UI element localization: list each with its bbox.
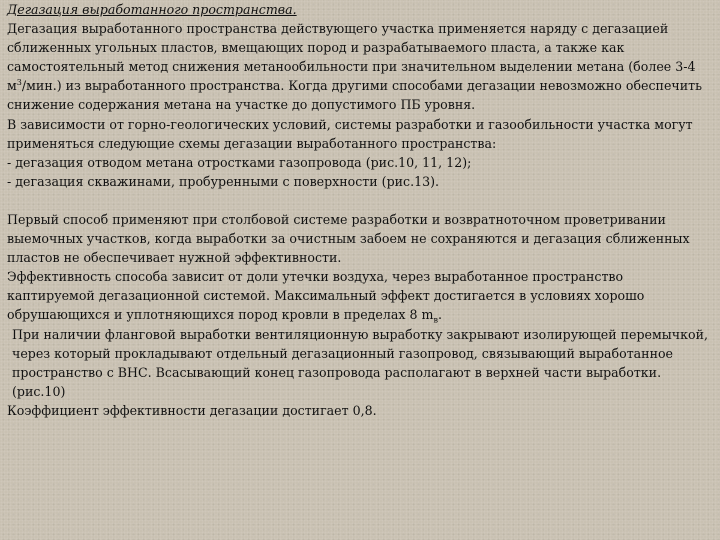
schemes-paragraph: В зависимости от горно-геологических условий, системы разработки и газообильности участка могут применяться следующие схемы дегазации выработанного пространства: [7, 116, 693, 151]
list-item: - дегазация отводом метана отростками газопровода (рис.10, 11, 12); [7, 154, 472, 170]
intro-text-b: /мин.) из выработанного пространства. Когда другими способами дегазации невозможно обеспечить снижение содержания метана на участке до допустимого ПБ уровня. [7, 78, 702, 113]
coefficient-paragraph: Коэффициент эффективности дегазации достигает 0,8. [7, 402, 377, 418]
page-title: Дегазация выработанного пространства. [7, 2, 297, 17]
efficiency-text-b: . [437, 307, 442, 323]
intro-text-a: Дегазация выработанного пространства действующего участка применяется наряду с дегазацией сближенных угольных пластов, вмещающих пород и разрабатываемого пласта, а также как самостоятельный метод снижения метанообильности при значительном выделении метана (более 3-4 м [7, 21, 696, 94]
flank-paragraph: При наличии фланговой выработки вентиляционную выработку закрывают изолирующей перемычкой, через который прокладывают отдельный дегазационный газопровод, связывающий выработанное пространство с ВНС. Всасывающий конец газопровода располагают в верхней части выработки. (рис.10) [12, 326, 708, 399]
efficiency-text-a: Эффективность способа зависит от доли утечки воздуха, через выработанное пространство каптируемой дегазационной системой. Максимальный эффект достигается в условиях хорошо обрушающихся и уплотняющихся пород кровли в пределах 8 m [7, 269, 645, 323]
paragraph-spacer [7, 191, 714, 210]
efficiency-paragraph [7, 267, 714, 324]
schemes-list [7, 153, 714, 191]
unit-superscript: 3 [16, 78, 22, 88]
roof-subscript: в [433, 315, 438, 325]
list-item: - дегазация скважинами, пробуренными с поверхности (рис.13). [7, 173, 440, 189]
intro-paragraph [7, 19, 714, 114]
first-method-paragraph: Первый способ применяют при столбовой системе разработки и возвратноточном проветривании выемочных участков, когда выработки за очистным забоем не сохраняются и дегазация сближенных пластов не обеспечивает нужной эффективности. [7, 211, 690, 266]
